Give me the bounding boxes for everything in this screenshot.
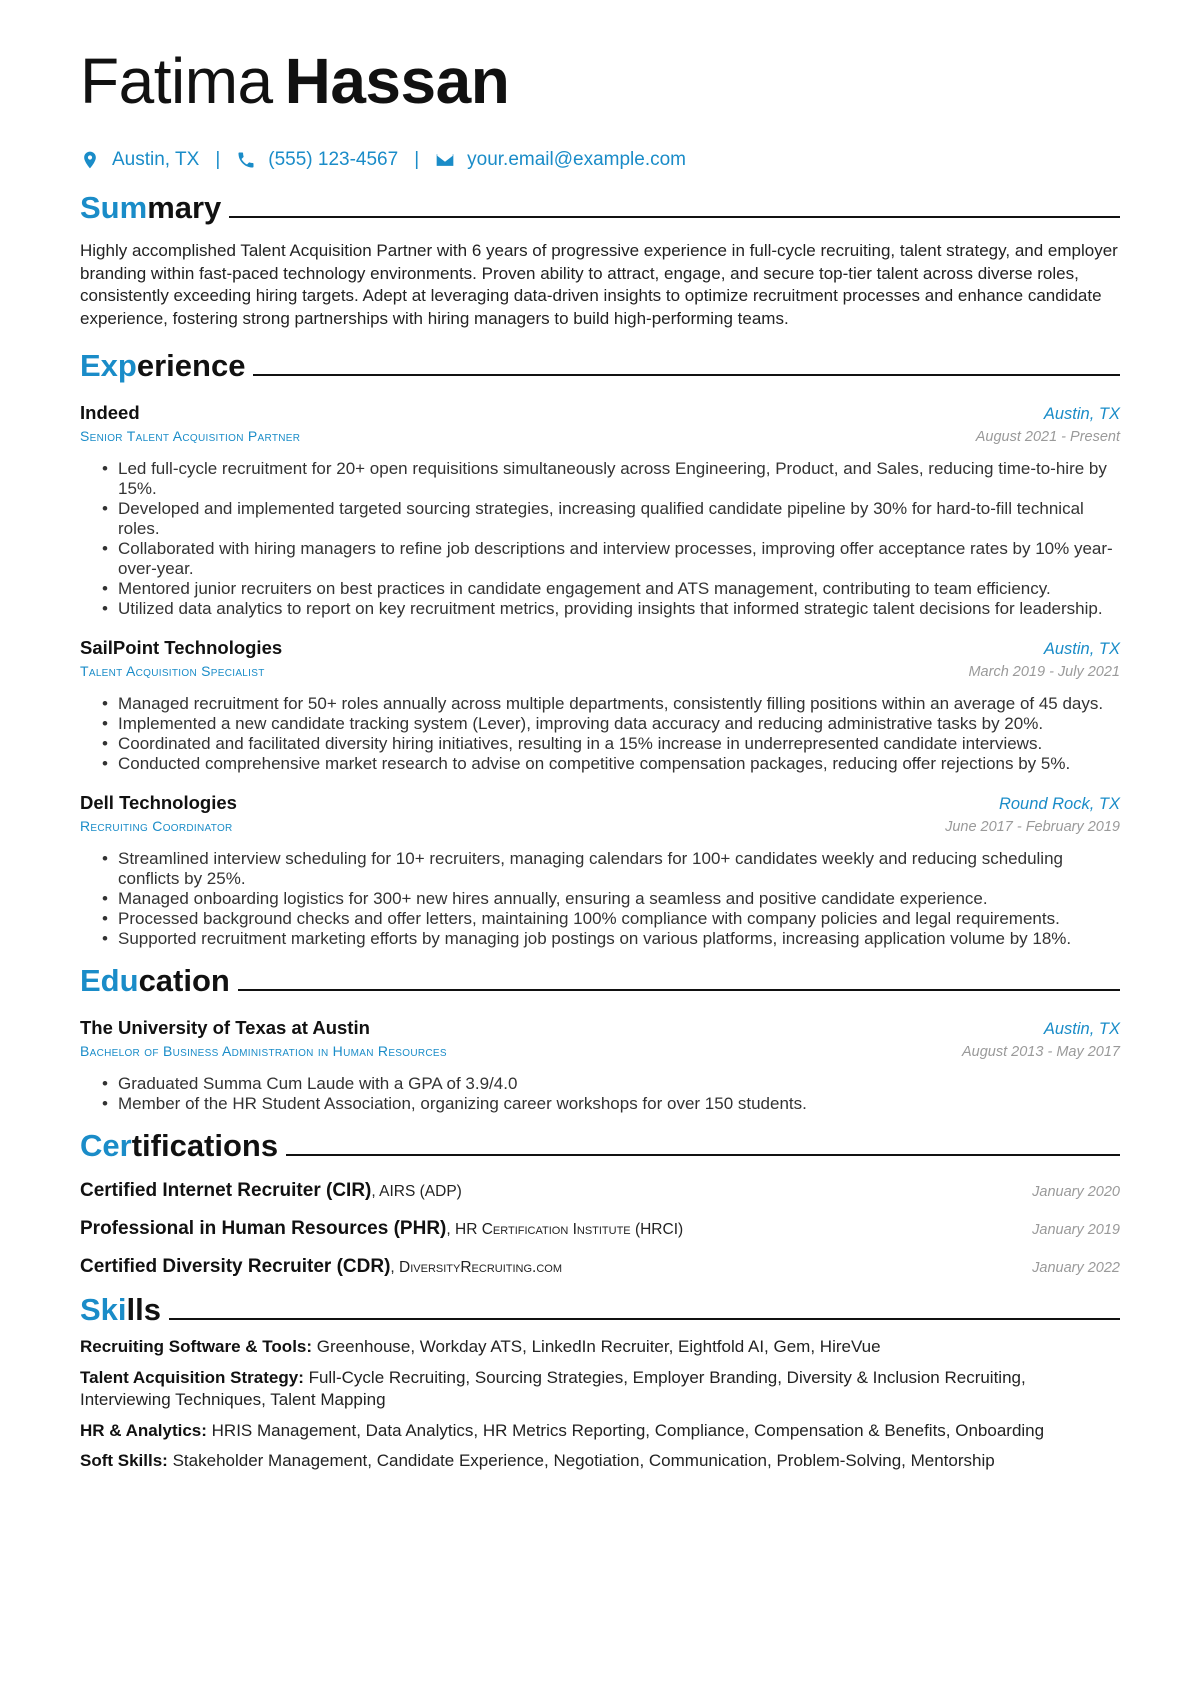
heading-rule [229, 216, 1120, 218]
skill-values: Stakeholder Management, Candidate Experience, Negotiation, Communication, Problem-Solving, Mentorship [172, 1451, 995, 1470]
experience-heading [80, 344, 1120, 384]
heading-rest: lls [126, 1292, 161, 1327]
cert-issuer: AIRS (ADP) [379, 1183, 462, 1200]
job-entry [80, 637, 1120, 774]
job-location: Round Rock, TX [998, 795, 1120, 813]
candidate-name [80, 40, 1120, 122]
envelope-icon [435, 150, 455, 170]
heading-rule [253, 374, 1120, 376]
list-item: • Conducted comprehensive market research to advise on competitive compensation packages, reducing offer rejections by 5%. [80, 754, 1120, 774]
skills-list [80, 1336, 1120, 1473]
job-title: Recruiting Coordinator [80, 818, 233, 834]
certification-item: Certified Diversity Recruiter (CDR), DiversityRecruiting.com January 2022 [80, 1256, 1120, 1277]
certification-item: Certified Internet Recruiter (CIR), AIRS (ADP) January 2020 [80, 1180, 1120, 1201]
job-title: Talent Acquisition Specialist [80, 663, 265, 679]
summary-heading [80, 186, 1120, 226]
certifications-heading [80, 1124, 1120, 1164]
skill-values: HRIS Management, Data Analytics, HR Metrics Reporting, Compliance, Compensation & Benefits, Onboarding [211, 1420, 1045, 1440]
contact-separator: | [414, 149, 420, 170]
cert-name: Certified Internet Recruiter (CIR) [80, 1180, 372, 1201]
email-link[interactable]: your.email@example.com [467, 149, 686, 170]
last-name: Hassan [284, 45, 510, 117]
job-entry [80, 792, 1120, 949]
certification-item: Professional in Human Resources (PHR), HR Certification Institute (HRCI) January 2019 [80, 1218, 1120, 1239]
summary-text: Highly accomplished Talent Acquisition Partner with 6 years of progressive experience in full-cycle recruiting, talent strategy, and employer branding within fast-paced technology environments. Proven ability to attract, engage, and secure top-tier talent across diverse roles, consistently exceeding hiring targets. Adept at leveraging data-driven insights to optimize recruitment processes and enhance candidate experience, fostering strong partnerships with hiring managers to build high-performing teams. [80, 241, 1118, 328]
cert-name: Professional in Human Resources (PHR) [80, 1218, 447, 1239]
heading-rest: tifications [131, 1128, 279, 1163]
skill-label: Talent Acquisition Strategy: [80, 1367, 304, 1387]
list-item: • Member of the HR Student Association, organizing career workshops for over 150 students. [80, 1094, 1120, 1114]
heading-rule [169, 1318, 1120, 1320]
heading-rest: erience [136, 348, 246, 383]
list-item: • Utilized data analytics to report on key recruitment metrics, providing insights that informed strategic talent decisions for leadership. [80, 599, 1120, 619]
contact-bar [80, 146, 1120, 174]
heading-rest: mary [147, 190, 222, 225]
contact-email[interactable] [435, 149, 686, 171]
map-pin-icon [80, 150, 100, 170]
heading-rest: cation [138, 963, 230, 998]
list-item: • Streamlined interview scheduling for 10+ recruiters, managing calendars for 100+ candidates weekly and reducing scheduling conflicts by 25%. [80, 849, 1120, 889]
job-company: Dell Technologies [80, 792, 237, 813]
skill-values: Greenhouse, Workday ATS, LinkedIn Recruiter, Eightfold AI, Gem, HireVue [316, 1337, 881, 1356]
certifications-list [80, 1180, 1120, 1278]
skills-heading [80, 1288, 1120, 1328]
skill-label: Recruiting Software & Tools: [80, 1337, 313, 1356]
heading-accent: Ski [80, 1292, 127, 1327]
cert-issuer: DiversityRecruiting.com [399, 1259, 563, 1276]
job-location: Austin, TX [1043, 405, 1120, 423]
education-bullets [80, 1074, 1120, 1114]
contact-phone[interactable] [236, 149, 398, 171]
job-bullets [80, 459, 1120, 619]
heading-accent: Sum [80, 190, 148, 225]
phone-text[interactable]: (555) 123-4567 [268, 149, 399, 170]
skill-category [80, 1367, 1120, 1412]
phone-icon [236, 150, 256, 170]
cert-date: January 2022 [1032, 1260, 1120, 1276]
list-item: • Collaborated with hiring managers to refine job descriptions and interview processes, improving offer acceptance rates by 10% year-over-year. [80, 539, 1120, 579]
list-item: • Mentored junior recruiters on best practices in candidate engagement and ATS management, contributing to team efficiency. [80, 579, 1120, 599]
cert-date: January 2020 [1032, 1184, 1120, 1200]
skill-label: Soft Skills: [80, 1451, 168, 1470]
heading-accent: Exp [80, 348, 137, 383]
skill-values: Full-Cycle Recruiting, Sourcing Strategies, Employer Branding, Diversity & Inclusion Recruiting, Interviewing Techniques, Talent Mapping [80, 1367, 1026, 1409]
education-entry [80, 1017, 1120, 1114]
skill-category [80, 1336, 1120, 1359]
heading-accent: Cer [80, 1128, 132, 1163]
list-item: • Processed background checks and offer letters, maintaining 100% compliance with company policies and legal requirements. [80, 909, 1120, 929]
education-heading [80, 959, 1120, 999]
cert-name: Certified Diversity Recruiter (CDR) [80, 1256, 391, 1277]
school-name: The University of Texas at Austin [80, 1017, 370, 1038]
job-company: Indeed [80, 402, 140, 423]
heading-rule [286, 1154, 1120, 1156]
job-bullets [80, 849, 1120, 949]
cert-issuer: HR Certification Institute (HRCI) [455, 1221, 684, 1238]
resume-page [80, 40, 1120, 1473]
job-entry [80, 402, 1120, 619]
cert-date: January 2019 [1032, 1222, 1120, 1238]
degree-title: Bachelor of Business Administration in Human Resources [80, 1043, 447, 1059]
heading-rule [238, 989, 1120, 991]
job-dates: March 2019 - July 2021 [968, 664, 1120, 680]
education-dates: August 2013 - May 2017 [962, 1044, 1120, 1060]
school-location: Austin, TX [1043, 1020, 1120, 1038]
list-item: • Managed recruitment for 50+ roles annually across multiple departments, consistently filling positions within an average of 45 days. [80, 694, 1120, 714]
job-location: Austin, TX [1043, 640, 1120, 658]
skill-category [80, 1450, 1120, 1473]
job-dates: August 2021 - Present [975, 429, 1120, 445]
job-bullets [80, 694, 1120, 774]
list-item: • Supported recruitment marketing efforts by managing job postings on various platforms, increasing application volume by 18%. [80, 929, 1120, 949]
job-title: Senior Talent Acquisition Partner [80, 428, 301, 444]
location-text: Austin, TX [112, 149, 200, 170]
list-item: • Graduated Summa Cum Laude with a GPA of 3.9/4.0 [80, 1074, 1120, 1094]
contact-separator: | [215, 149, 221, 170]
list-item: • Coordinated and facilitated diversity hiring initiatives, resulting in a 15% increase in underrepresented candidate interviews. [80, 734, 1120, 754]
list-item: • Developed and implemented targeted sourcing strategies, increasing qualified candidate pipeline by 30% for hard-to-fill technical roles. [80, 499, 1120, 539]
first-name: Fatima [80, 45, 273, 117]
job-dates: June 2017 - February 2019 [945, 819, 1120, 835]
heading-accent: Edu [80, 963, 139, 998]
list-item: • Led full-cycle recruitment for 20+ open requisitions simultaneously across Engineering, Product, and Sales, reducing time-to-hire by 15%. [80, 459, 1120, 499]
list-item: • Managed onboarding logistics for 300+ new hires annually, ensuring a seamless and positive candidate experience. [80, 889, 1120, 909]
job-company: SailPoint Technologies [80, 637, 283, 658]
list-item: • Implemented a new candidate tracking system (Lever), improving data accuracy and reducing administrative tasks by 20%. [80, 714, 1120, 734]
contact-location [80, 149, 199, 171]
skill-category [80, 1420, 1120, 1443]
skill-label: HR & Analytics: [80, 1420, 207, 1440]
